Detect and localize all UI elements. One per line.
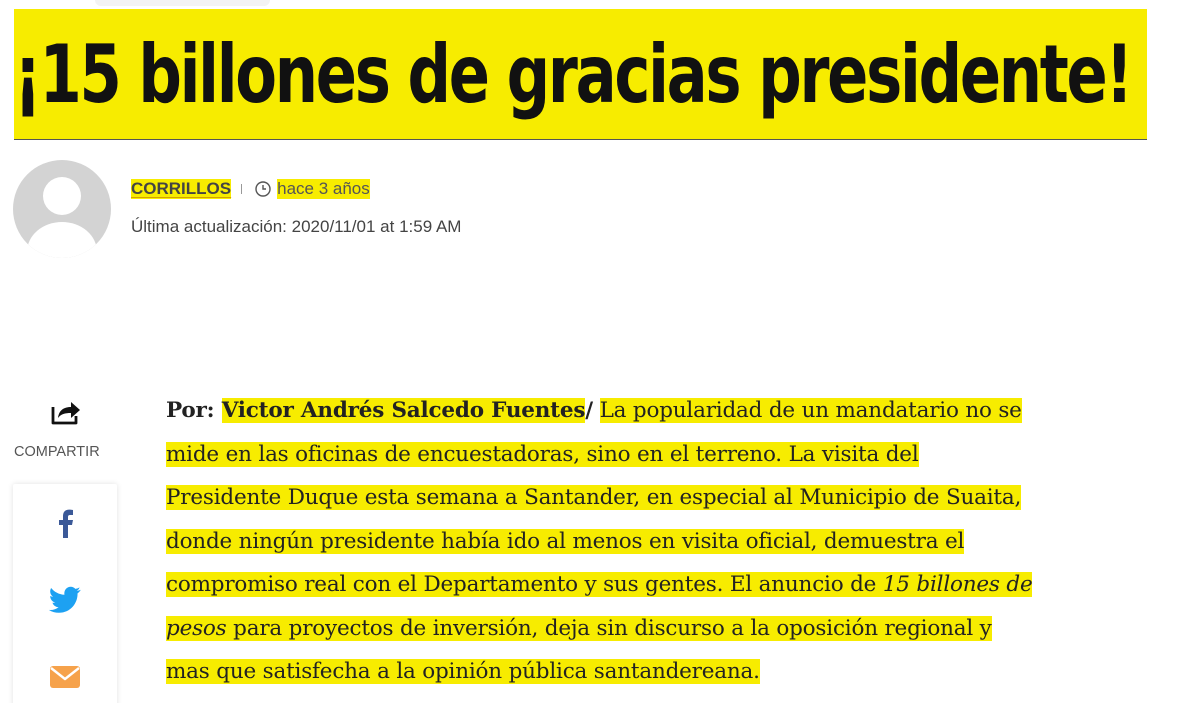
page-title: ¡15 billones de gracias presidente!: [14, 28, 1131, 121]
avatar[interactable]: [13, 160, 111, 258]
email-share-button[interactable]: [48, 660, 82, 694]
article-text: para proyectos de inversión, deja sin discurso a la oposición regional y: [226, 615, 992, 641]
article-text: mas que satisfecha a la opinión pública santandereana.: [166, 659, 760, 684]
share-label: COMPARTIR: [14, 444, 100, 460]
avatar-head-shape: [43, 177, 81, 215]
last-updated: Última actualización: 2020/11/01 at 1:59 AM: [131, 217, 462, 236]
avatar-body-shape: [27, 222, 97, 258]
article-text: La popularidad de un mandatario no se: [599, 398, 1022, 423]
clock-icon: [255, 181, 271, 197]
meta-divider: [241, 184, 242, 194]
article-line-6: [166, 607, 1186, 651]
facebook-share-button[interactable]: [48, 506, 82, 540]
article-line-4: [166, 520, 1186, 564]
article-line-7: [166, 650, 1186, 694]
byline-prefix: Por:: [166, 398, 222, 423]
author-link[interactable]: CORRILLOS: [131, 179, 232, 198]
article-body: [166, 389, 1186, 694]
article-text: compromiso real con el Departamento y sus gentes. El anuncio de: [166, 572, 883, 597]
article-line-1: [166, 389, 1186, 433]
post-meta: [131, 176, 370, 202]
headline-block: [14, 9, 1147, 140]
article-line-3: [166, 476, 1186, 520]
facebook-icon: [55, 508, 75, 538]
email-icon: [49, 665, 81, 689]
article-line-5: [166, 563, 1186, 607]
top-menu-stub: [95, 0, 270, 6]
byline-author: Victor Andrés Salcedo Fuentes: [221, 398, 586, 423]
article-line-2: [166, 433, 1186, 477]
article-text: donde ningún presidente había ido al menos en visita oficial, demuestra el: [166, 528, 965, 554]
article-text: mide en las oficinas de encuestadoras, sino en el terreno. La visita del: [166, 441, 919, 467]
time-ago: hace 3 años: [277, 179, 370, 198]
byline-slash: /: [585, 398, 593, 423]
twitter-share-button[interactable]: [48, 583, 82, 617]
twitter-icon: [49, 586, 81, 614]
article-emphasis: 15 billones de: [882, 572, 1033, 597]
article-text: Presidente Duque esta semana a Santander, en especial al Municipio de Suaita,: [166, 485, 1022, 510]
share-icon[interactable]: [50, 398, 82, 426]
share-panel: [13, 484, 117, 703]
article-emphasis: pesos: [166, 615, 227, 641]
